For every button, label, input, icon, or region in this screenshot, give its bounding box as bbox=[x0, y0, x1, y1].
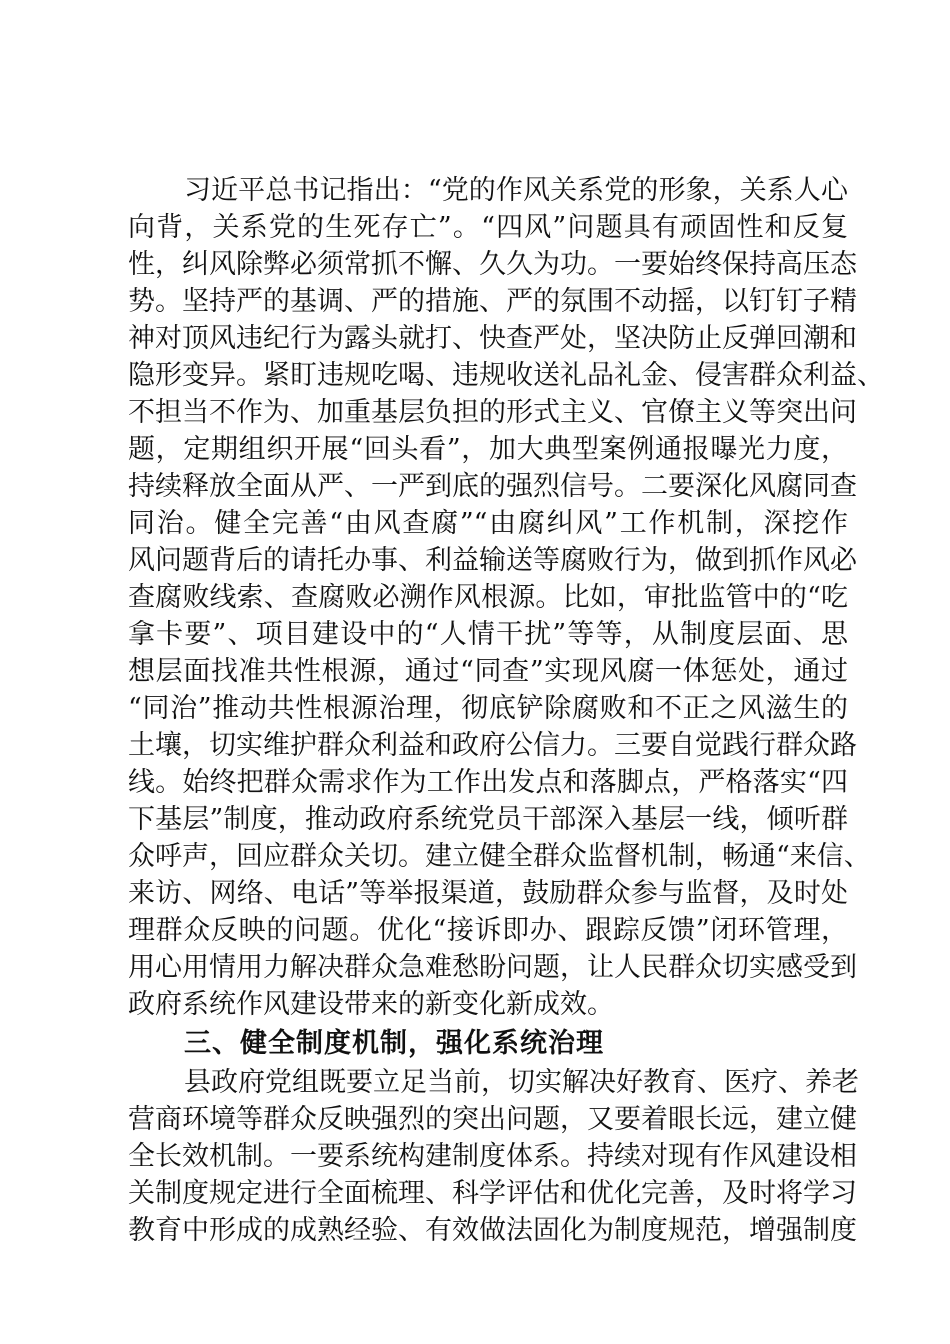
paragraph-line: 习近平总书记指出：“党的作风关系党的形象，关系人心 bbox=[184, 175, 848, 206]
paragraph-line: 风问题背后的请托办事、利益输送等腐败行为，做到抓作风必 bbox=[128, 545, 857, 576]
paragraph-line: 拿卡要”、项目建设中的“人情干扰”等等，从制度层面、思 bbox=[128, 619, 848, 650]
paragraph-line: 来访、网络、电话”等举报渠道，鼓励群众参与监督，及时处 bbox=[128, 878, 848, 909]
paragraph-line: 持续释放全面从严、一严到底的强烈信号。二要深化风腐同查 bbox=[128, 471, 857, 502]
paragraph-line: 神对顶风违纪行为露头就打、快查严处，坚决防止反弹回潮和 bbox=[128, 323, 857, 354]
paragraph-line: 线。始终把群众需求作为工作出发点和落脚点，严格落实“四 bbox=[128, 767, 848, 798]
paragraph-line: 县政府党组既要立足当前，切实解决好教育、医疗、养老 bbox=[184, 1067, 859, 1098]
paragraph-line: “同治”推动共性根源治理，彻底铲除腐败和不正之风滋生的 bbox=[128, 693, 848, 724]
paragraph-line: 下基层”制度，推动政府系统党员干部深入基层一线，倾听群 bbox=[128, 804, 848, 835]
paragraph-line: 想层面找准共性根源，通过“同查”实现风腐一体惩处，通过 bbox=[128, 656, 848, 687]
paragraph-line: 全长效机制。一要系统构建制度体系。持续对现有作风建设相 bbox=[128, 1141, 857, 1172]
paragraph-line: 众呼声，回应群众关切。建立健全群众监督机制，畅通“来信、 bbox=[128, 841, 871, 872]
paragraph-line: 同治。健全完善“由风查腐”“由腐纠风”工作机制，深挖作 bbox=[128, 508, 848, 539]
paragraph-line: 势。坚持严的基调、严的措施、严的氛围不动摇，以钉钉子精 bbox=[128, 286, 857, 317]
paragraph-line: 政府系统作风建设带来的新变化新成效。 bbox=[128, 989, 614, 1020]
paragraph-line: 用心用情用力解决群众急难愁盼问题，让人民群众切实感受到 bbox=[128, 952, 857, 983]
paragraph-line: 关制度规定进行全面梳理、科学评估和优化完善，及时将学习 bbox=[128, 1178, 857, 1209]
paragraph-line: 向背，关系党的生死存亡”。“四风”问题具有顽固性和反复 bbox=[128, 212, 848, 243]
paragraph-line: 理群众反映的问题。优化“接诉即办、跟踪反馈”闭环管理， bbox=[128, 915, 848, 946]
paragraph-line: 隐形变异。紧盯违规吃喝、违规收送礼品礼金、侵害群众利益、 bbox=[128, 360, 884, 391]
paragraph-line: 不担当不作为、加重基层负担的形式主义、官僚主义等突出问 bbox=[128, 397, 857, 428]
section-heading: 三、健全制度机制，强化系统治理 bbox=[184, 1028, 604, 1059]
paragraph-line: 土壤，切实维护群众利益和政府公信力。三要自觉践行群众路 bbox=[128, 730, 857, 761]
paragraph-line: 题，定期组织开展“回头看”，加大典型案例通报曝光力度， bbox=[128, 434, 848, 465]
paragraph-line: 营商环境等群众反映强烈的突出问题，又要着眼长远，建立健 bbox=[128, 1104, 857, 1135]
paragraph-line: 查腐败线索、查腐败必溯作风根源。比如，审批监管中的“吃 bbox=[128, 582, 848, 613]
paragraph-line: 教育中形成的成熟经验、有效做法固化为制度规范，增强制度 bbox=[128, 1215, 857, 1246]
paragraph-line: 性，纠风除弊必须常抓不懈、久久为功。一要始终保持高压态 bbox=[128, 249, 857, 280]
